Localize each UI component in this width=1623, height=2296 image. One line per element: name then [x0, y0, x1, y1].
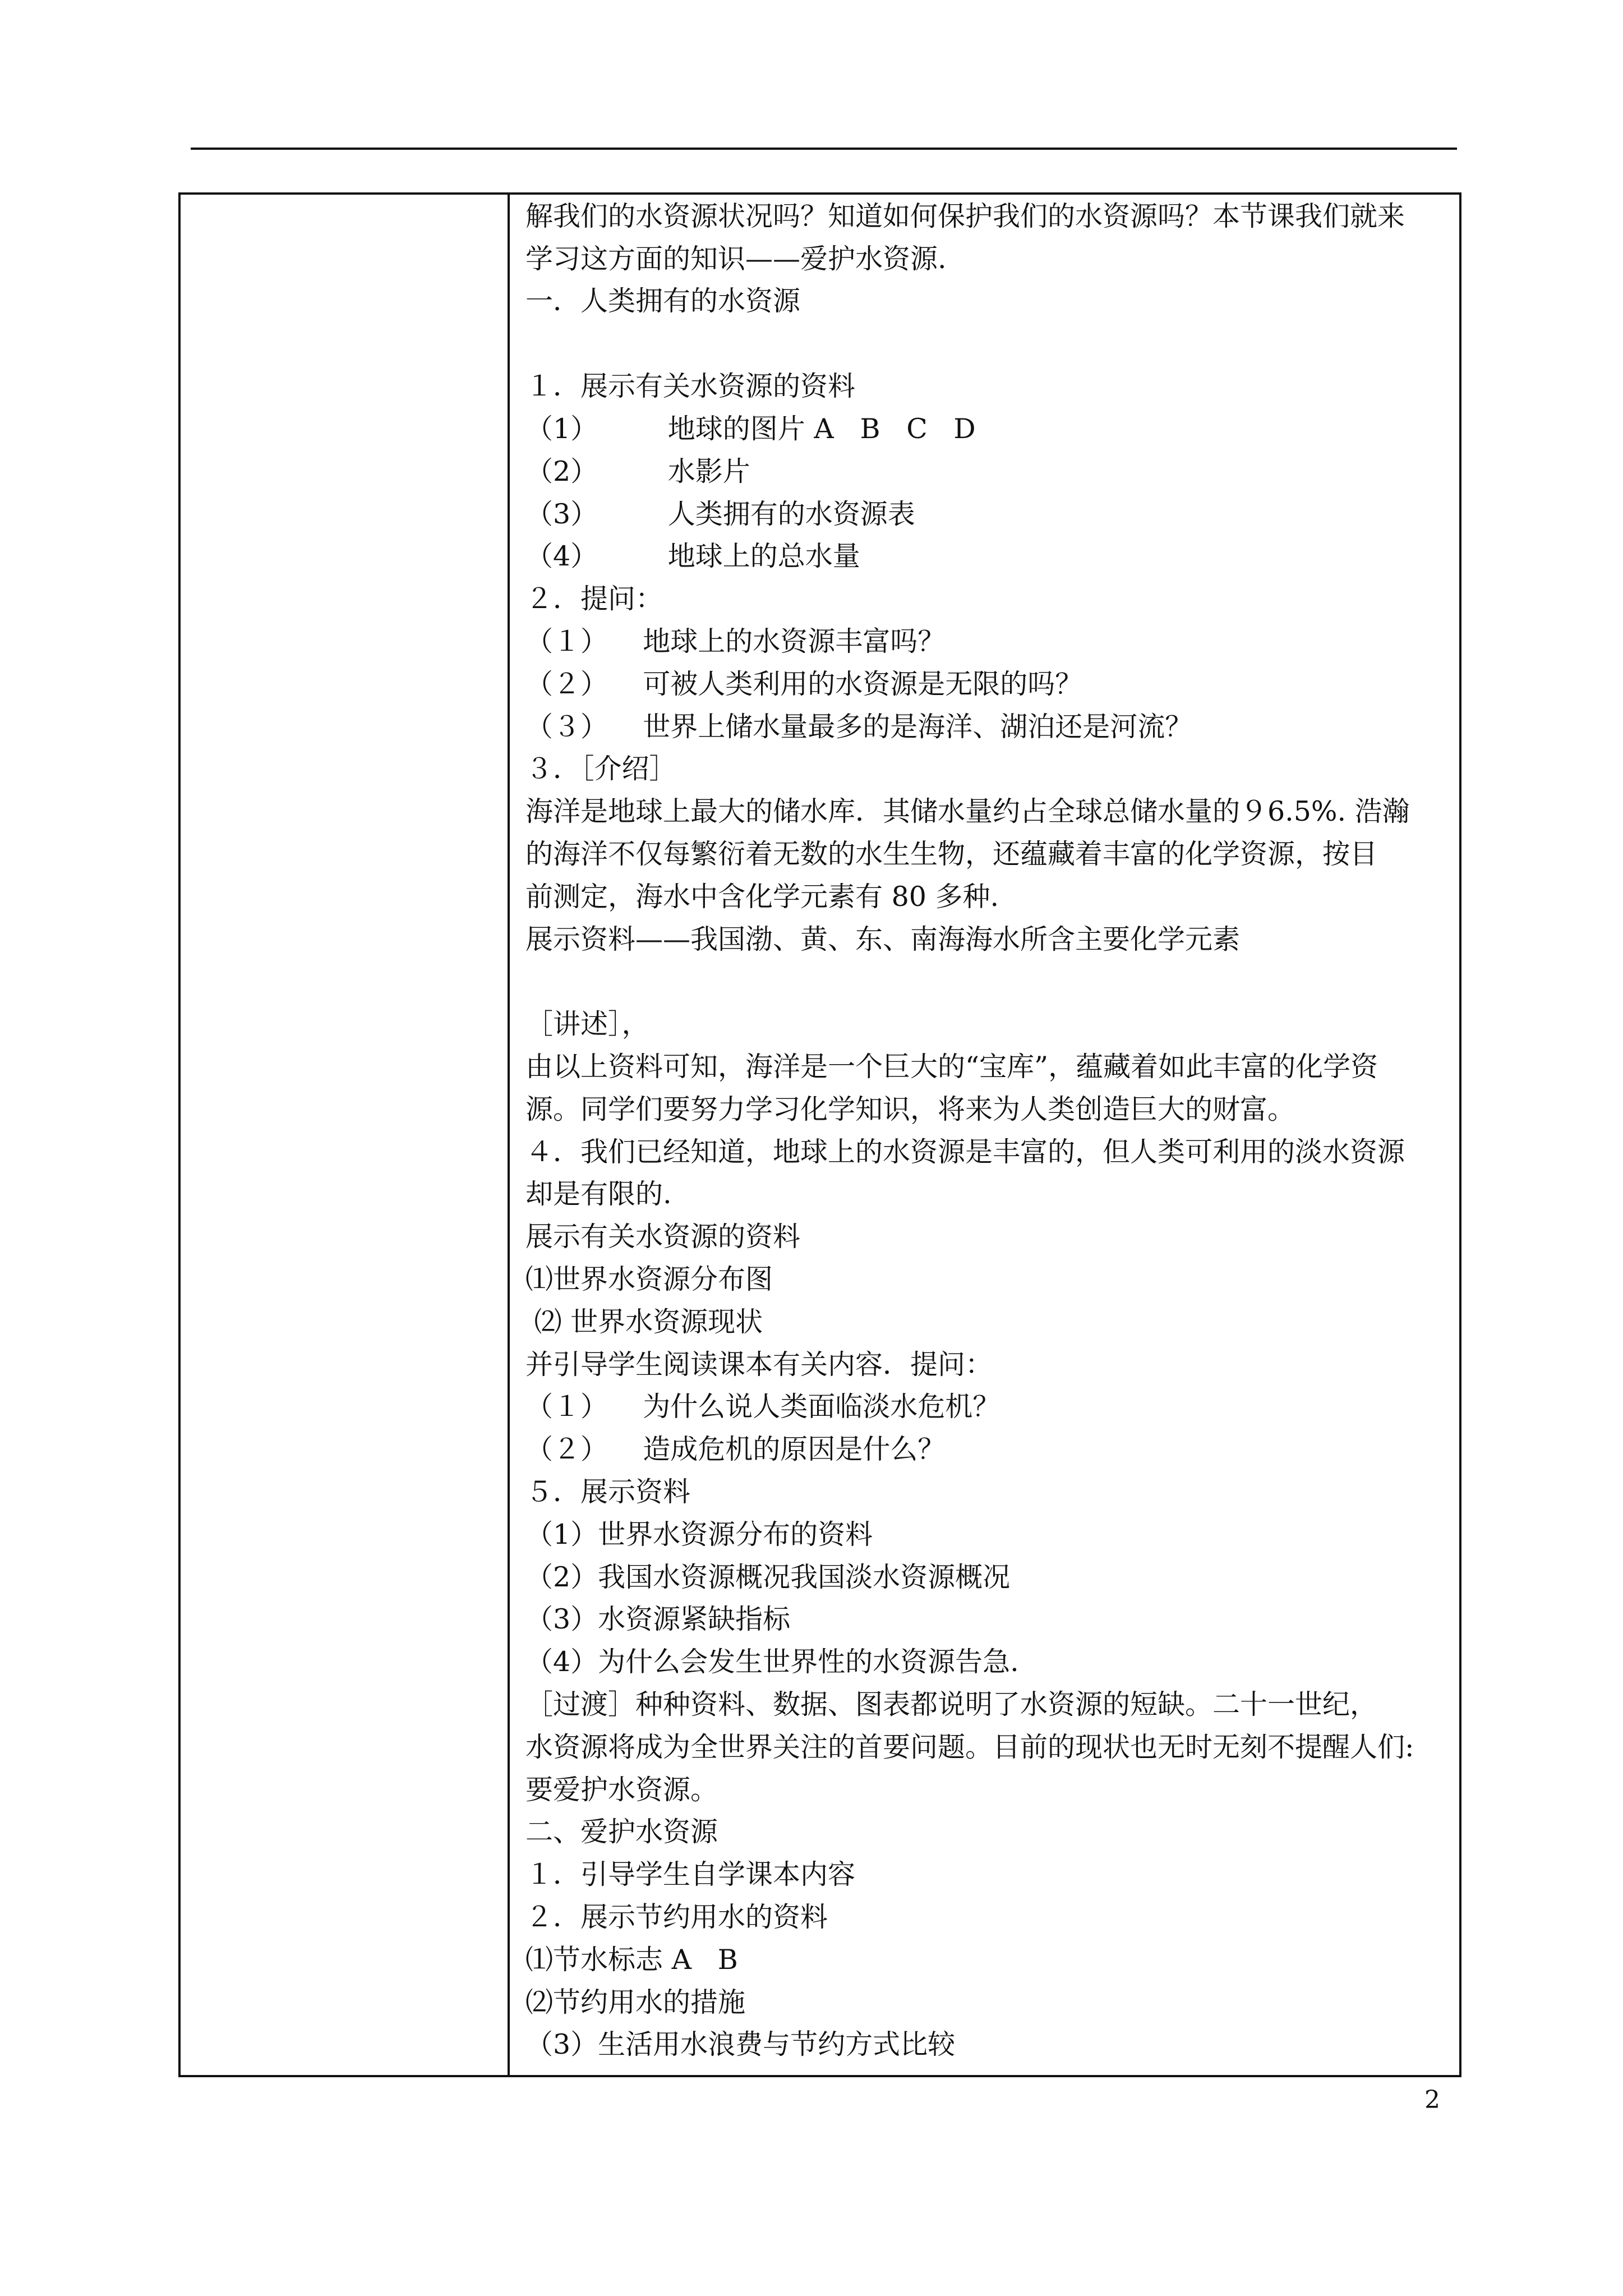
text-line: （2） 水影片 — [525, 455, 750, 487]
text-line: 的海洋不仅每繁衍着无数的水生生物，还蕴藏着丰富的化学资源，按目 — [525, 838, 1378, 870]
text-line: 并引导学生阅读课本有关内容．提问： — [525, 1349, 993, 1381]
text-line: （1）世界水资源分布的资料 — [525, 1519, 873, 1550]
text-line: （１） 为什么说人类面临淡水危机？ — [525, 1391, 1000, 1423]
text-line: （２） 造成危机的原因是什么？ — [525, 1433, 946, 1465]
text-line: 源。同学们要努力学习化学知识，将来为人类创造巨大的财富。 — [525, 1093, 1295, 1125]
text-line: ⑵ 世界水资源现状 — [525, 1306, 763, 1338]
text-line: （1） 地球的图片 A B C D — [525, 413, 976, 445]
text-line: 却是有限的. — [525, 1178, 672, 1210]
text-line: ５．展示资料 — [525, 1476, 691, 1508]
lesson-table — [178, 192, 1461, 2077]
text-line: ２．展示节约用水的资料 — [525, 1901, 828, 1933]
header-rule — [191, 148, 1457, 150]
page-number: 2 — [1424, 2086, 1440, 2114]
text-line: ［讲述］， — [525, 1008, 649, 1040]
text-line: 由以上资料可知，海洋是一个巨大的“宝库”，蕴藏着如此丰富的化学资 — [525, 1051, 1378, 1083]
text-line: 水资源将成为全世界关注的首要问题。目前的现状也无时无刻不提醒人们: — [525, 1731, 1414, 1763]
text-line: １．展示有关水资源的资料 — [525, 370, 856, 402]
text-line: １．引导学生自学课本内容 — [525, 1858, 856, 1890]
text-line: （3）生活用水浪费与节约方式比较 — [525, 2028, 956, 2060]
text-line: （4） 地球上的总水量 — [525, 540, 860, 572]
section-heading: 一．人类拥有的水资源 — [525, 285, 801, 317]
text-line: 海洋是地球上最大的储水库．其储水量约占全球总储水量的９6.5%. 浩瀚 — [525, 795, 1410, 827]
text-line: （2）我国水资源概况我国淡水资源概况 — [525, 1561, 1011, 1593]
text-line: 展示资料——我国渤、黄、东、南海海水所含主要化学元素 — [525, 923, 1241, 955]
text-line: （3） 人类拥有的水资源表 — [525, 498, 915, 530]
text-line: ２．提问： — [525, 583, 663, 615]
text-line: （２） 可被人类利用的水资源是无限的吗？ — [525, 668, 1083, 700]
text-line: （１） 地球上的水资源丰富吗？ — [525, 625, 946, 657]
text-line: 要爱护水资源。 — [525, 1774, 718, 1806]
text-line: （4）为什么会发生世界性的水资源告急. — [525, 1646, 1019, 1678]
text-line: ［过渡］种种资料、数据、图表都说明了水资源的短缺。二十一世纪， — [525, 1688, 1378, 1720]
text-line: ⑴节水标志 A B — [525, 1944, 738, 1976]
text-line: 展示有关水资源的资料 — [525, 1221, 801, 1253]
text-line: （３） 世界上储水量最多的是海洋、湖泊还是河流？ — [525, 711, 1193, 743]
text-line: ⑵节约用水的措施 — [525, 1986, 746, 2018]
left-column-cell — [181, 195, 510, 2075]
text-line: 解我们的水资源状况吗？知道如何保护我们的水资源吗？本节课我们就来 — [525, 200, 1405, 232]
section-heading: 二、爱护水资源 — [525, 1816, 718, 1848]
text-line: ⑴世界水资源分布图 — [525, 1263, 773, 1295]
text-line: ４．我们已经知道，地球上的水资源是丰富的，但人类可利用的淡水资源 — [525, 1136, 1405, 1168]
text-line: （3）水资源紧缺指标 — [525, 1603, 791, 1635]
text-line: 前测定，海水中含化学元素有 80 多种. — [525, 881, 999, 913]
text-line: ３．［介绍］ — [525, 753, 677, 785]
text-line: 学习这方面的知识——爱护水资源. — [525, 243, 947, 275]
